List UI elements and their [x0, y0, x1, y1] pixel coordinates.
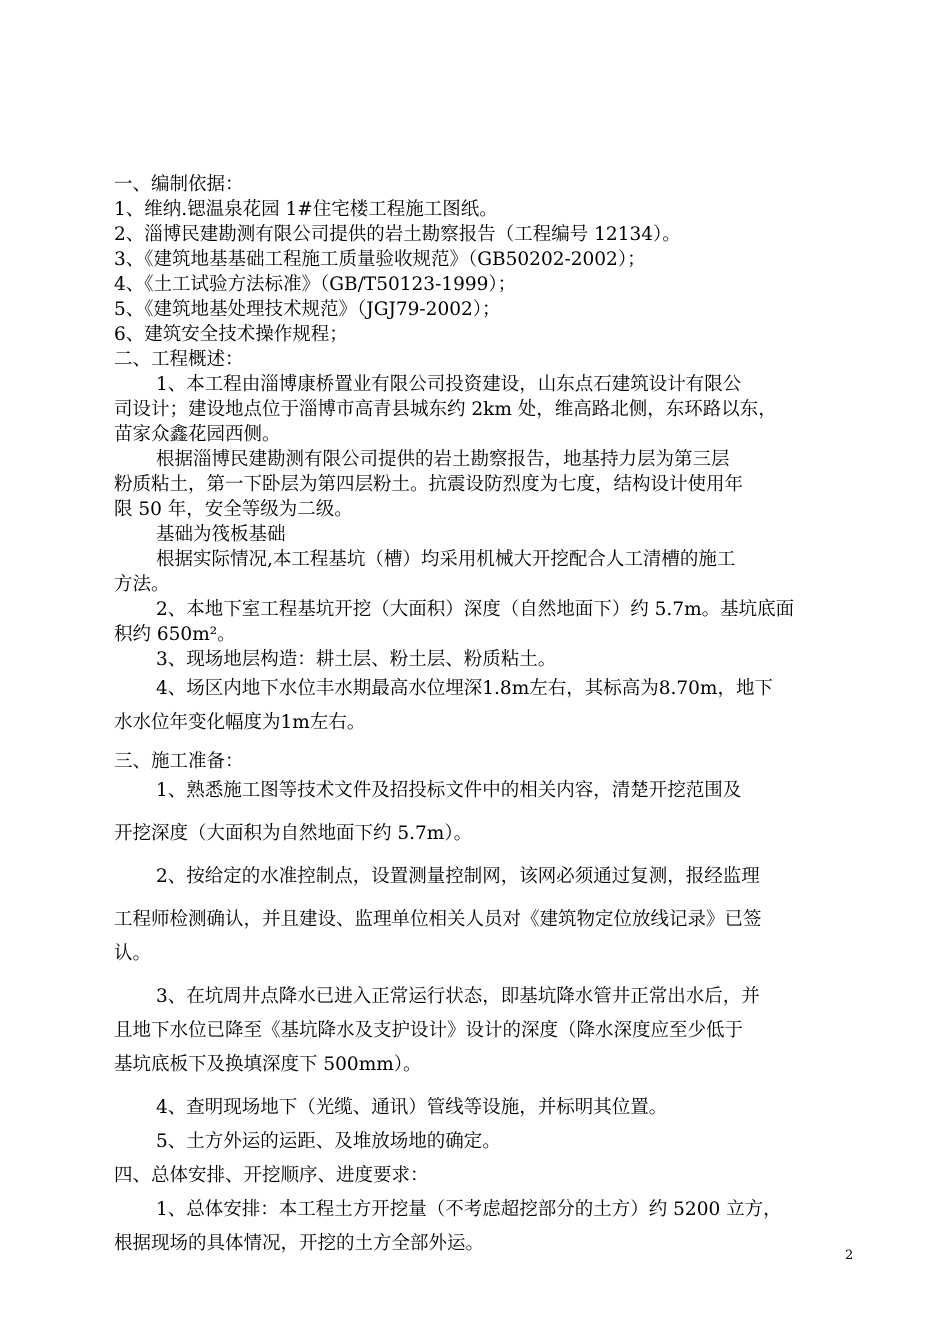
overview-paragraph-line: 水水位年变化幅度为1m左右。 — [114, 712, 366, 733]
overview-paragraph-line: 方法。 — [114, 574, 170, 595]
preparation-paragraph-line: 工程师检测确认，并且建设、监理单位相关人员对《建筑物定位放线记录》已签 — [114, 909, 762, 930]
basis-item-4: 4、《土工试验方法标准》（GB/T50123-1999）； — [114, 274, 517, 295]
schedule-paragraph-line: 1、总体安排：本工程土方开挖量（不考虑超挖部分的土方）约 5200 立方， — [156, 1199, 782, 1220]
basis-item-6: 6、建筑安全技术操作规程； — [114, 324, 348, 345]
preparation-paragraph-line: 3、在坑周井点降水已进入正常运行状态，即基坑降水管井正常出水后，并 — [156, 986, 760, 1007]
preparation-paragraph-line: 且地下水位已降至《基坑降水及支护设计》设计的深度（降水深度应至少低于 — [114, 1020, 744, 1041]
preparation-paragraph-line: 1、熟悉施工图等技术文件及招投标文件中的相关内容，清楚开挖范围及 — [156, 780, 742, 801]
overview-paragraph-line: 4、场区内地下水位丰水期最高水位埋深1.8m左右，其标高为8.70m，地下 — [156, 678, 773, 699]
overview-paragraph-line: 粉质粘土，第一下卧层为第四层粉土。抗震设防烈度为七度，结构设计使用年 — [114, 474, 744, 495]
overview-paragraph-line: 司设计；建设地点位于淄博市高青县城东约 2km 处，维高路北侧，东环路以东， — [114, 399, 777, 420]
overview-paragraph-line: 2、本地下室工程基坑开挖（大面积）深度（自然地面下）约 5.7m。基坑底面 — [156, 599, 795, 620]
preparation-paragraph-line: 基坑底板下及换填深度下 500mm）。 — [114, 1054, 422, 1075]
preparation-paragraph-line: 5、土方外运的运距、及堆放场地的确定。 — [156, 1131, 501, 1152]
overview-paragraph-line: 基础为筏板基础 — [156, 524, 286, 545]
overview-paragraph-line: 根据淄博民建勘测有限公司提供的岩土勘察报告，地基持力层为第三层 — [156, 449, 730, 470]
basis-item-5: 5、《建筑地基处理技术规范》（JGJ79-2002）； — [114, 299, 501, 320]
preparation-paragraph-line: 认。 — [114, 943, 152, 964]
preparation-paragraph-line: 4、查明现场地下（光缆、通讯）管线等设施，并标明其位置。 — [156, 1097, 668, 1118]
overview-paragraph-line: 3、现场地层构造：耕土层、粉土层、粉质粘土。 — [156, 649, 557, 670]
schedule-paragraph-line: 根据现场的具体情况，开挖的土方全部外运。 — [114, 1233, 485, 1254]
section-heading-overview: 二、工程概述： — [114, 349, 244, 370]
overview-paragraph-line: 根据实际情况,本工程基坑（槽）均采用机械大开挖配合人工清槽的施工 — [156, 549, 736, 570]
overview-paragraph-line: 积约 650m²。 — [114, 624, 236, 645]
basis-item-2: 2、淄博民建勘测有限公司提供的岩土勘察报告（工程编号 12134）。 — [114, 224, 681, 245]
section-heading-basis: 一、编制依据： — [114, 174, 244, 195]
page-number: 2 — [845, 1248, 854, 1263]
basis-item-3: 3、《建筑地基基础工程施工质量验收规范》（GB50202-2002）； — [114, 249, 646, 270]
section-heading-preparation: 三、施工准备： — [114, 751, 244, 772]
preparation-paragraph-line: 开挖深度（大面积为自然地面下约 5.7m）。 — [114, 823, 473, 844]
overview-paragraph-line: 1、本工程由淄博康桥置业有限公司投资建设，山东点石建筑设计有限公 — [156, 374, 742, 395]
overview-paragraph-line: 苗家众鑫花园西侧。 — [114, 424, 281, 445]
section-heading-schedule: 四、总体安排、开挖顺序、进度要求： — [114, 1165, 429, 1186]
overview-paragraph-line: 限 50 年，安全等级为二级。 — [114, 499, 353, 520]
preparation-paragraph-line: 2、按给定的水准控制点，设置测量控制网，该网必须通过复测，报经监理 — [156, 866, 760, 887]
document-body — [114, 172, 866, 1261]
basis-item-1: 1、维纳.锶温泉花园 1#住宅楼工程施工图纸。 — [114, 199, 498, 220]
